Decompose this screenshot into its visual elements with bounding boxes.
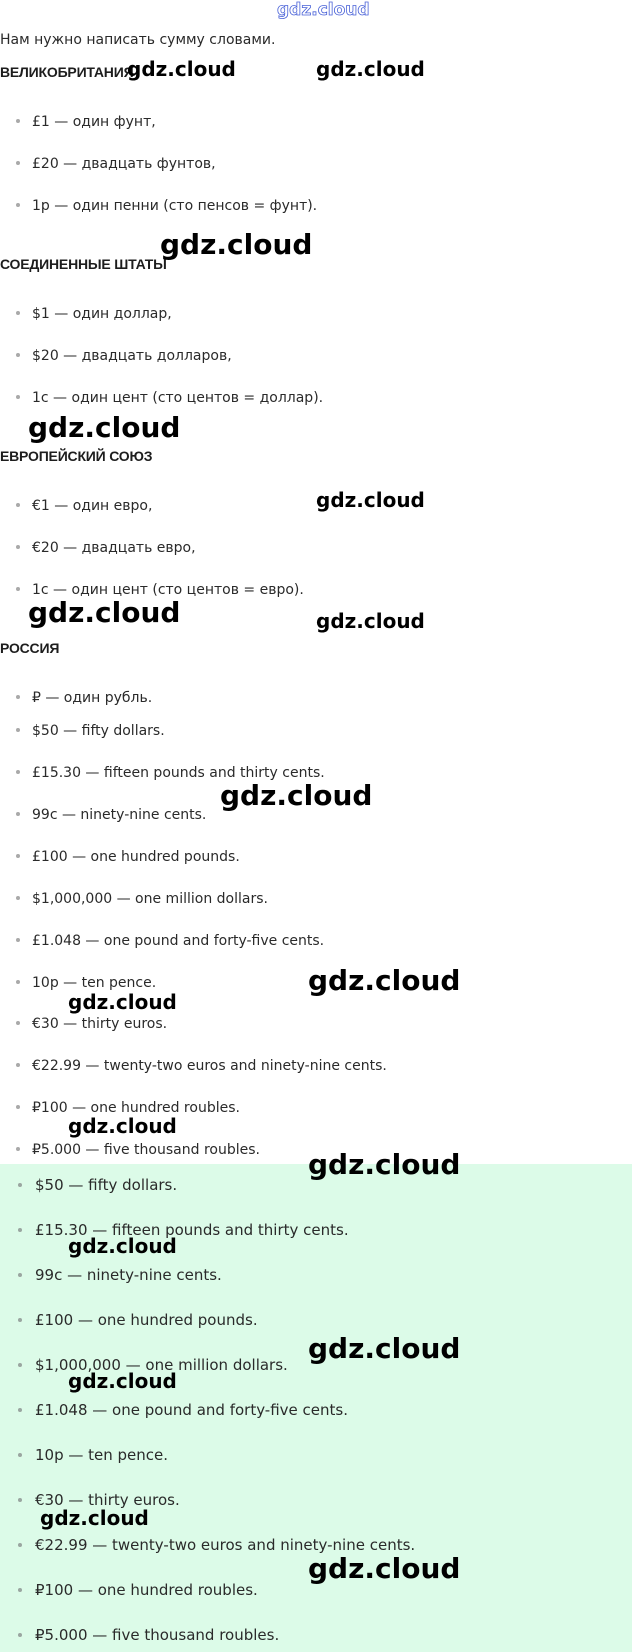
bullet-dot: [18, 1228, 22, 1232]
highlighted-answer-item: [18, 1176, 177, 1194]
highlighted-answer-text: ₽100 — one hundred roubles.: [35, 1581, 258, 1599]
watermark: gdz.cloud: [308, 1332, 461, 1365]
list-item-text: 1p — один пенни (сто пенсов = фунт).: [32, 198, 318, 214]
bullet-dot: [16, 770, 20, 774]
watermark-top: gdz.cloud: [277, 0, 370, 20]
bullet-dot: [18, 1543, 22, 1547]
list-item-text: £20 — двадцать фунтов,: [32, 156, 216, 172]
highlighted-answer-text: £15.30 — fifteen pounds and thirty cents.: [35, 1221, 349, 1239]
bullet-dot: [18, 1273, 22, 1277]
bullet-dot: [18, 1498, 22, 1502]
bullet-dot: [16, 938, 20, 942]
bullet-dot: [16, 587, 20, 591]
bullet-dot: [16, 980, 20, 984]
list-item-text: 1c — один цент (сто центов = евро).: [32, 582, 304, 598]
answer-item: [16, 1058, 387, 1074]
watermark: gdz.cloud: [316, 488, 425, 512]
watermark: gdz.cloud: [68, 1234, 177, 1258]
watermark: gdz.cloud: [316, 57, 425, 81]
bullet-dot: [16, 545, 20, 549]
list-item-text: 1c — один цент (сто центов = доллар).: [32, 390, 324, 406]
list-item: [16, 390, 323, 406]
highlighted-answer-text: $50 — fifty dollars.: [35, 1176, 178, 1194]
watermark: gdz.cloud: [316, 609, 425, 633]
list-item: [16, 114, 156, 130]
answer-text: £1.048 — one pound and forty-five cents.: [32, 933, 325, 949]
bullet-dot: [16, 1063, 20, 1067]
answer-item: [16, 1016, 167, 1032]
answer-text: ₽5.000 — five thousand roubles.: [32, 1142, 260, 1158]
highlighted-answer-text: 99c — ninety-nine cents.: [35, 1266, 222, 1284]
list-item-text: ₽ — один рубль.: [32, 690, 153, 706]
answer-text: $1,000,000 — one million dollars.: [32, 891, 268, 907]
bullet-dot: [16, 1105, 20, 1109]
bullet-dot: [16, 1021, 20, 1025]
bullet-dot: [18, 1363, 22, 1367]
list-item: [16, 156, 216, 172]
watermark: gdz.cloud: [160, 228, 313, 261]
section-heading-eu: ЕВРОПЕЙСКИЙ СОЮЗ: [0, 448, 153, 464]
answer-item: [16, 723, 165, 739]
highlighted-answer-text: 10p — ten pence.: [35, 1446, 169, 1464]
answer-text: 10p — ten pence.: [32, 975, 157, 991]
answer-text: €30 — thirty euros.: [32, 1016, 168, 1032]
highlighted-answer-item: [18, 1401, 348, 1419]
list-item-text: $1 — один доллар,: [32, 306, 172, 322]
answer-item: [16, 1142, 260, 1158]
watermark: gdz.cloud: [28, 411, 181, 444]
answer-item: [16, 975, 156, 991]
highlighted-answer-text: £100 — one hundred pounds.: [35, 1311, 258, 1329]
highlighted-answer-text: €22.99 — twenty-two euros and ninety-nine cents.: [35, 1536, 416, 1554]
answer-item: [16, 933, 324, 949]
list-item: [16, 198, 317, 214]
answer-item: [16, 849, 240, 865]
answer-text: €22.99 — twenty-two euros and ninety-nine cents.: [32, 1058, 387, 1074]
bullet-dot: [18, 1318, 22, 1322]
list-item: [16, 690, 152, 706]
list-item-text: €1 — один евро,: [32, 498, 153, 514]
answer-item: [16, 891, 268, 907]
bullet-dot: [16, 119, 20, 123]
section-heading-usa: СОЕДИНЕННЫЕ ШТАТЫ: [0, 256, 167, 272]
highlighted-answer-text: €30 — thirty euros.: [35, 1491, 180, 1509]
watermark: gdz.cloud: [68, 1114, 177, 1138]
watermark: gdz.cloud: [127, 57, 236, 81]
bullet-dot: [16, 395, 20, 399]
highlighted-answer-text: ₽5.000 — five thousand roubles.: [35, 1626, 280, 1644]
answer-text: £100 — one hundred pounds.: [32, 849, 240, 865]
watermark: gdz.cloud: [40, 1506, 149, 1530]
watermark: gdz.cloud: [68, 1369, 177, 1393]
highlighted-answer-text: £1.048 — one pound and forty-five cents.: [35, 1401, 348, 1419]
answer-text: £15.30 — fifteen pounds and thirty cents.: [32, 765, 325, 781]
section-heading-russia: РОССИЯ: [0, 640, 60, 656]
list-item-text: £1 — один фунт,: [32, 114, 156, 130]
intro-text: Нам нужно написать сумму словами.: [0, 32, 276, 48]
bullet-dot: [16, 854, 20, 858]
list-item: [16, 348, 232, 364]
answer-item: [16, 807, 206, 823]
answer-text: ₽100 — one hundred roubles.: [32, 1100, 240, 1116]
bullet-dot: [16, 161, 20, 165]
highlighted-answer-item: [18, 1446, 168, 1464]
bullet-dot: [16, 1147, 20, 1151]
highlighted-answer-text: $1,000,000 — one million dollars.: [35, 1356, 288, 1374]
list-item-text: $20 — двадцать долларов,: [32, 348, 232, 364]
list-item-text: €20 — двадцать евро,: [32, 540, 196, 556]
watermark: gdz.cloud: [308, 1552, 461, 1585]
highlighted-answer-item: [18, 1311, 258, 1329]
bullet-dot: [18, 1633, 22, 1637]
bullet-dot: [16, 695, 20, 699]
bullet-dot: [16, 812, 20, 816]
answer-text: $50 — fifty dollars.: [32, 723, 165, 739]
bullet-dot: [16, 503, 20, 507]
list-item: [16, 306, 172, 322]
list-item: [16, 540, 196, 556]
watermark: gdz.cloud: [308, 964, 461, 997]
bullet-dot: [16, 311, 20, 315]
watermark: gdz.cloud: [220, 779, 373, 812]
highlighted-answer-item: [18, 1626, 279, 1644]
bullet-dot: [18, 1183, 22, 1187]
bullet-dot: [18, 1453, 22, 1457]
bullet-dot: [18, 1408, 22, 1412]
section-heading-uk: ВЕЛИКОБРИТАНИЯ: [0, 64, 134, 80]
highlighted-answer-item: [18, 1266, 222, 1284]
bullet-dot: [16, 896, 20, 900]
watermark: gdz.cloud: [308, 1148, 461, 1181]
watermark: gdz.cloud: [68, 990, 177, 1014]
list-item: [16, 498, 152, 514]
bullet-dot: [16, 353, 20, 357]
bullet-dot: [16, 728, 20, 732]
bullet-dot: [16, 203, 20, 207]
answer-text: 99c — ninety-nine cents.: [32, 807, 207, 823]
watermark: gdz.cloud: [28, 596, 181, 629]
bullet-dot: [18, 1588, 22, 1592]
highlighted-answer-item: [18, 1581, 258, 1599]
